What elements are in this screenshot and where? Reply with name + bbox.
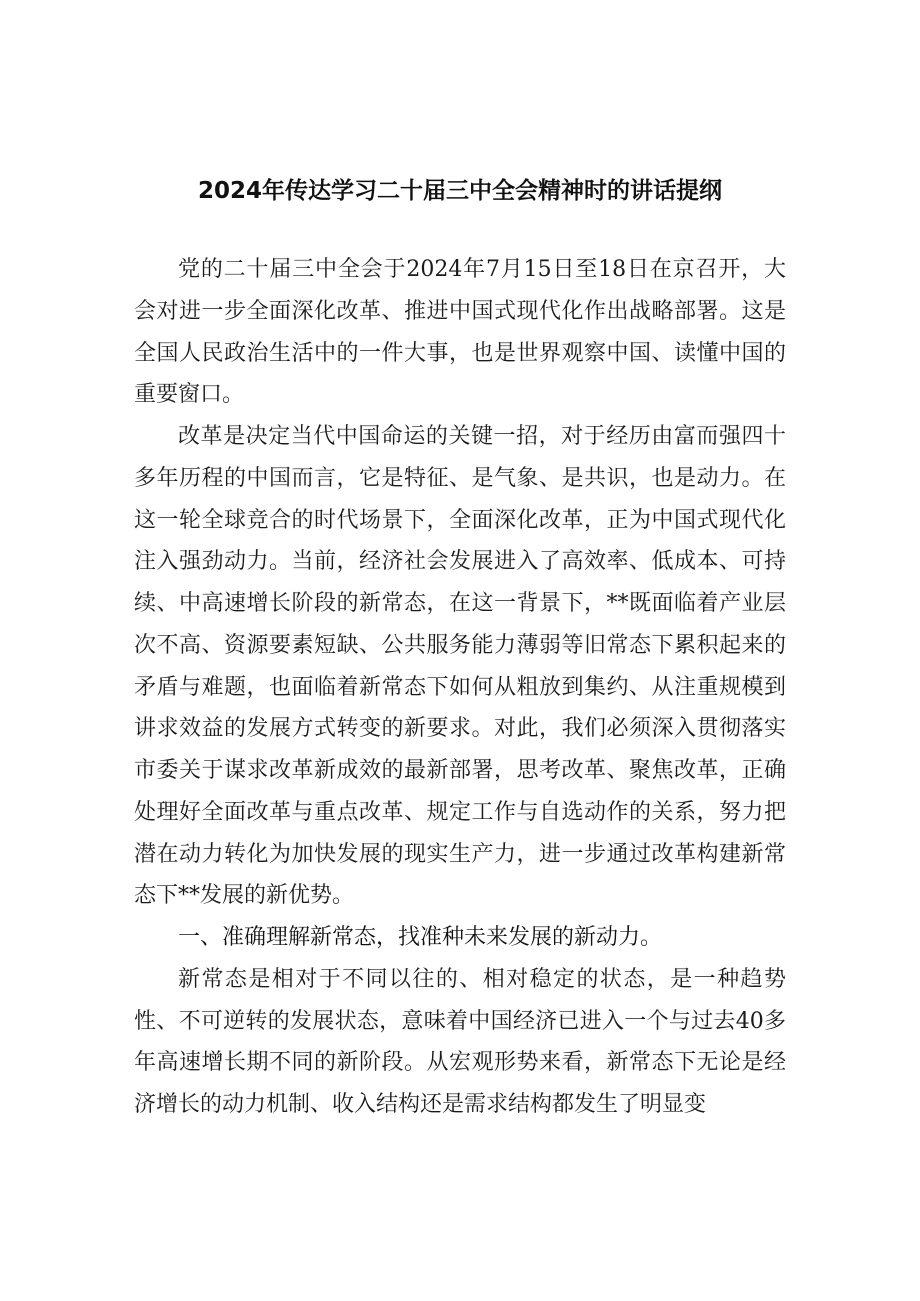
section-paragraph: 新常态是相对于不同以往的、相对稳定的状态，是一种趋势性、不可逆转的发展状态，意味着中国经济已进入一个与过去40多年高速增长期不同的新阶段。从宏观形势来看，新常态下无论是经济增长的动力机制、收入结构还是需求结构都发生了明显变 xyxy=(134,966,786,1117)
reform-paragraph: 改革是决定当代中国命运的关键一招，对于经历由富而强四十多年历程的中国而言，它是特征、是气象、是共识，也是动力。在这一轮全球竞合的时代场景下，全面深化改革，正为中国式现代化注入强劲动力。当前，经济社会发展进入了高效率、低成本、可持续、中高速增长阶段的新常态，在这一背景下，**既面临着产业层次不高、资源要素短缺、公共服务能力薄弱等旧常态下累积起来的矛盾与难题，也面临着新常态下如何从粗放到集约、从注重规模到讲求效益的发展方式转变的新要求。对此，我们必须深入贯彻落实市委关于谋求改革新成效的最新部署，思考改革、聚焦改革，正确处理好全面改革与重点改革、规定工作与自选动作的关系，努力把潜在动力转化为加快发展的现实生产力，进一步通过改革构建新常态下**发展的新优势。 xyxy=(134,424,786,909)
document-body xyxy=(134,249,786,1126)
section-heading: 一、准确理解新常态，找准种未来发展的新动力。 xyxy=(178,925,663,950)
document-title: 2024年传达学习二十届三中全会精神时的讲话提纲 xyxy=(197,178,722,204)
intro-paragraph: 党的二十届三中全会于2024年7月15日至18日在京召开，大会对进一步全面深化改革、推进中国式现代化作出战略部署。这是全国人民政治生活中的一件大事，也是世界观察中国、读懂中国的重要窗口。 xyxy=(134,257,786,408)
